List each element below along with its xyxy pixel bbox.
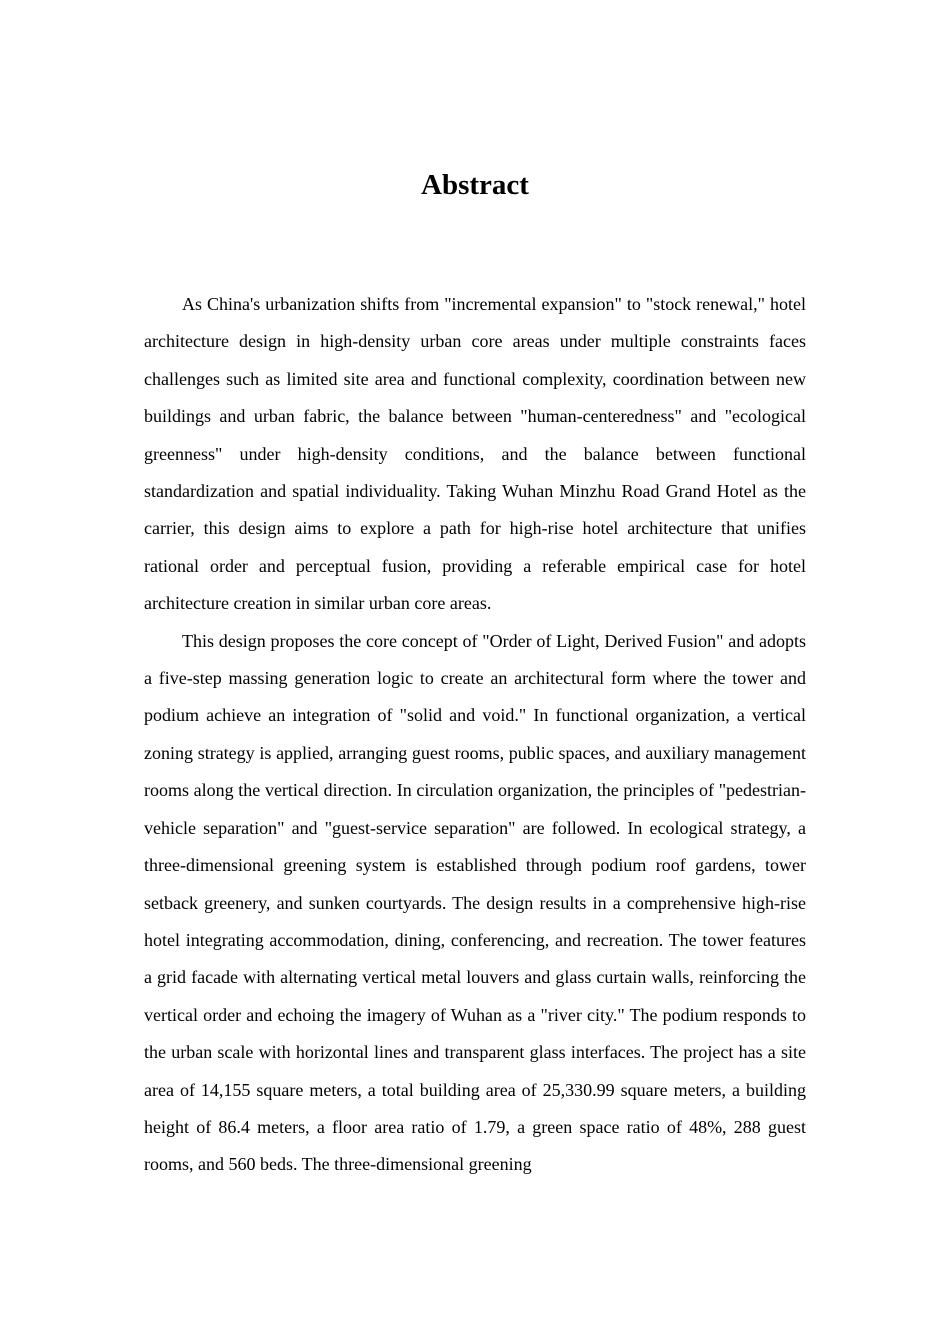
abstract-body [144, 286, 806, 1184]
abstract-paragraph-1: As China's urbanization shifts from "incremental expansion" to "stock renewal," hotel architecture design in high-density urban core areas under multiple constraints faces challenges such as limited site area and functional complexity, coordination between new buildings and urban fabric, the balance between "human-centeredness" and "ecological greenness" under high-density conditions, and the balance between functional standardization and spatial individuality. Taking Wuhan Minzhu Road Grand Hotel as the carrier, this design aims to explore a path for high-rise hotel architecture that unifies rational order and perceptual fusion, providing a referable empirical case for hotel architecture creation in similar urban core areas. [144, 294, 806, 614]
page-title: Abstract [421, 169, 529, 201]
abstract-paragraph-2: This design proposes the core concept of "Order of Light, Derived Fusion" and adopts a five-step massing generation logic to create an architectural form where the tower and podium achieve an integration of "solid and void." In functional organization, a vertical zoning strategy is applied, arranging guest rooms, public spaces, and auxiliary management rooms along the vertical direction. In circulation organization, the principles of "pedestrian-vehicle separation" and "guest-service separation" are followed. In ecological strategy, a three-dimensional greening system is established through podium roof gardens, tower setback greenery, and sunken courtyards. The design results in a comprehensive high-rise hotel integrating accommodation, dining, conferencing, and recreation. The tower features a grid facade with alternating vertical metal louvers and glass curtain walls, reinforcing the vertical order and echoing the imagery of Wuhan as a "river city." The podium responds to the urban scale with horizontal lines and transparent glass interfaces. The project has a site area of 14,155 square meters, a total building area of 25,330.99 square meters, a building height of 86.4 meters, a floor area ratio of 1.79, a green space ratio of 48%, 288 guest rooms, and 560 beds. The three-dimensional greening [144, 630, 806, 1175]
